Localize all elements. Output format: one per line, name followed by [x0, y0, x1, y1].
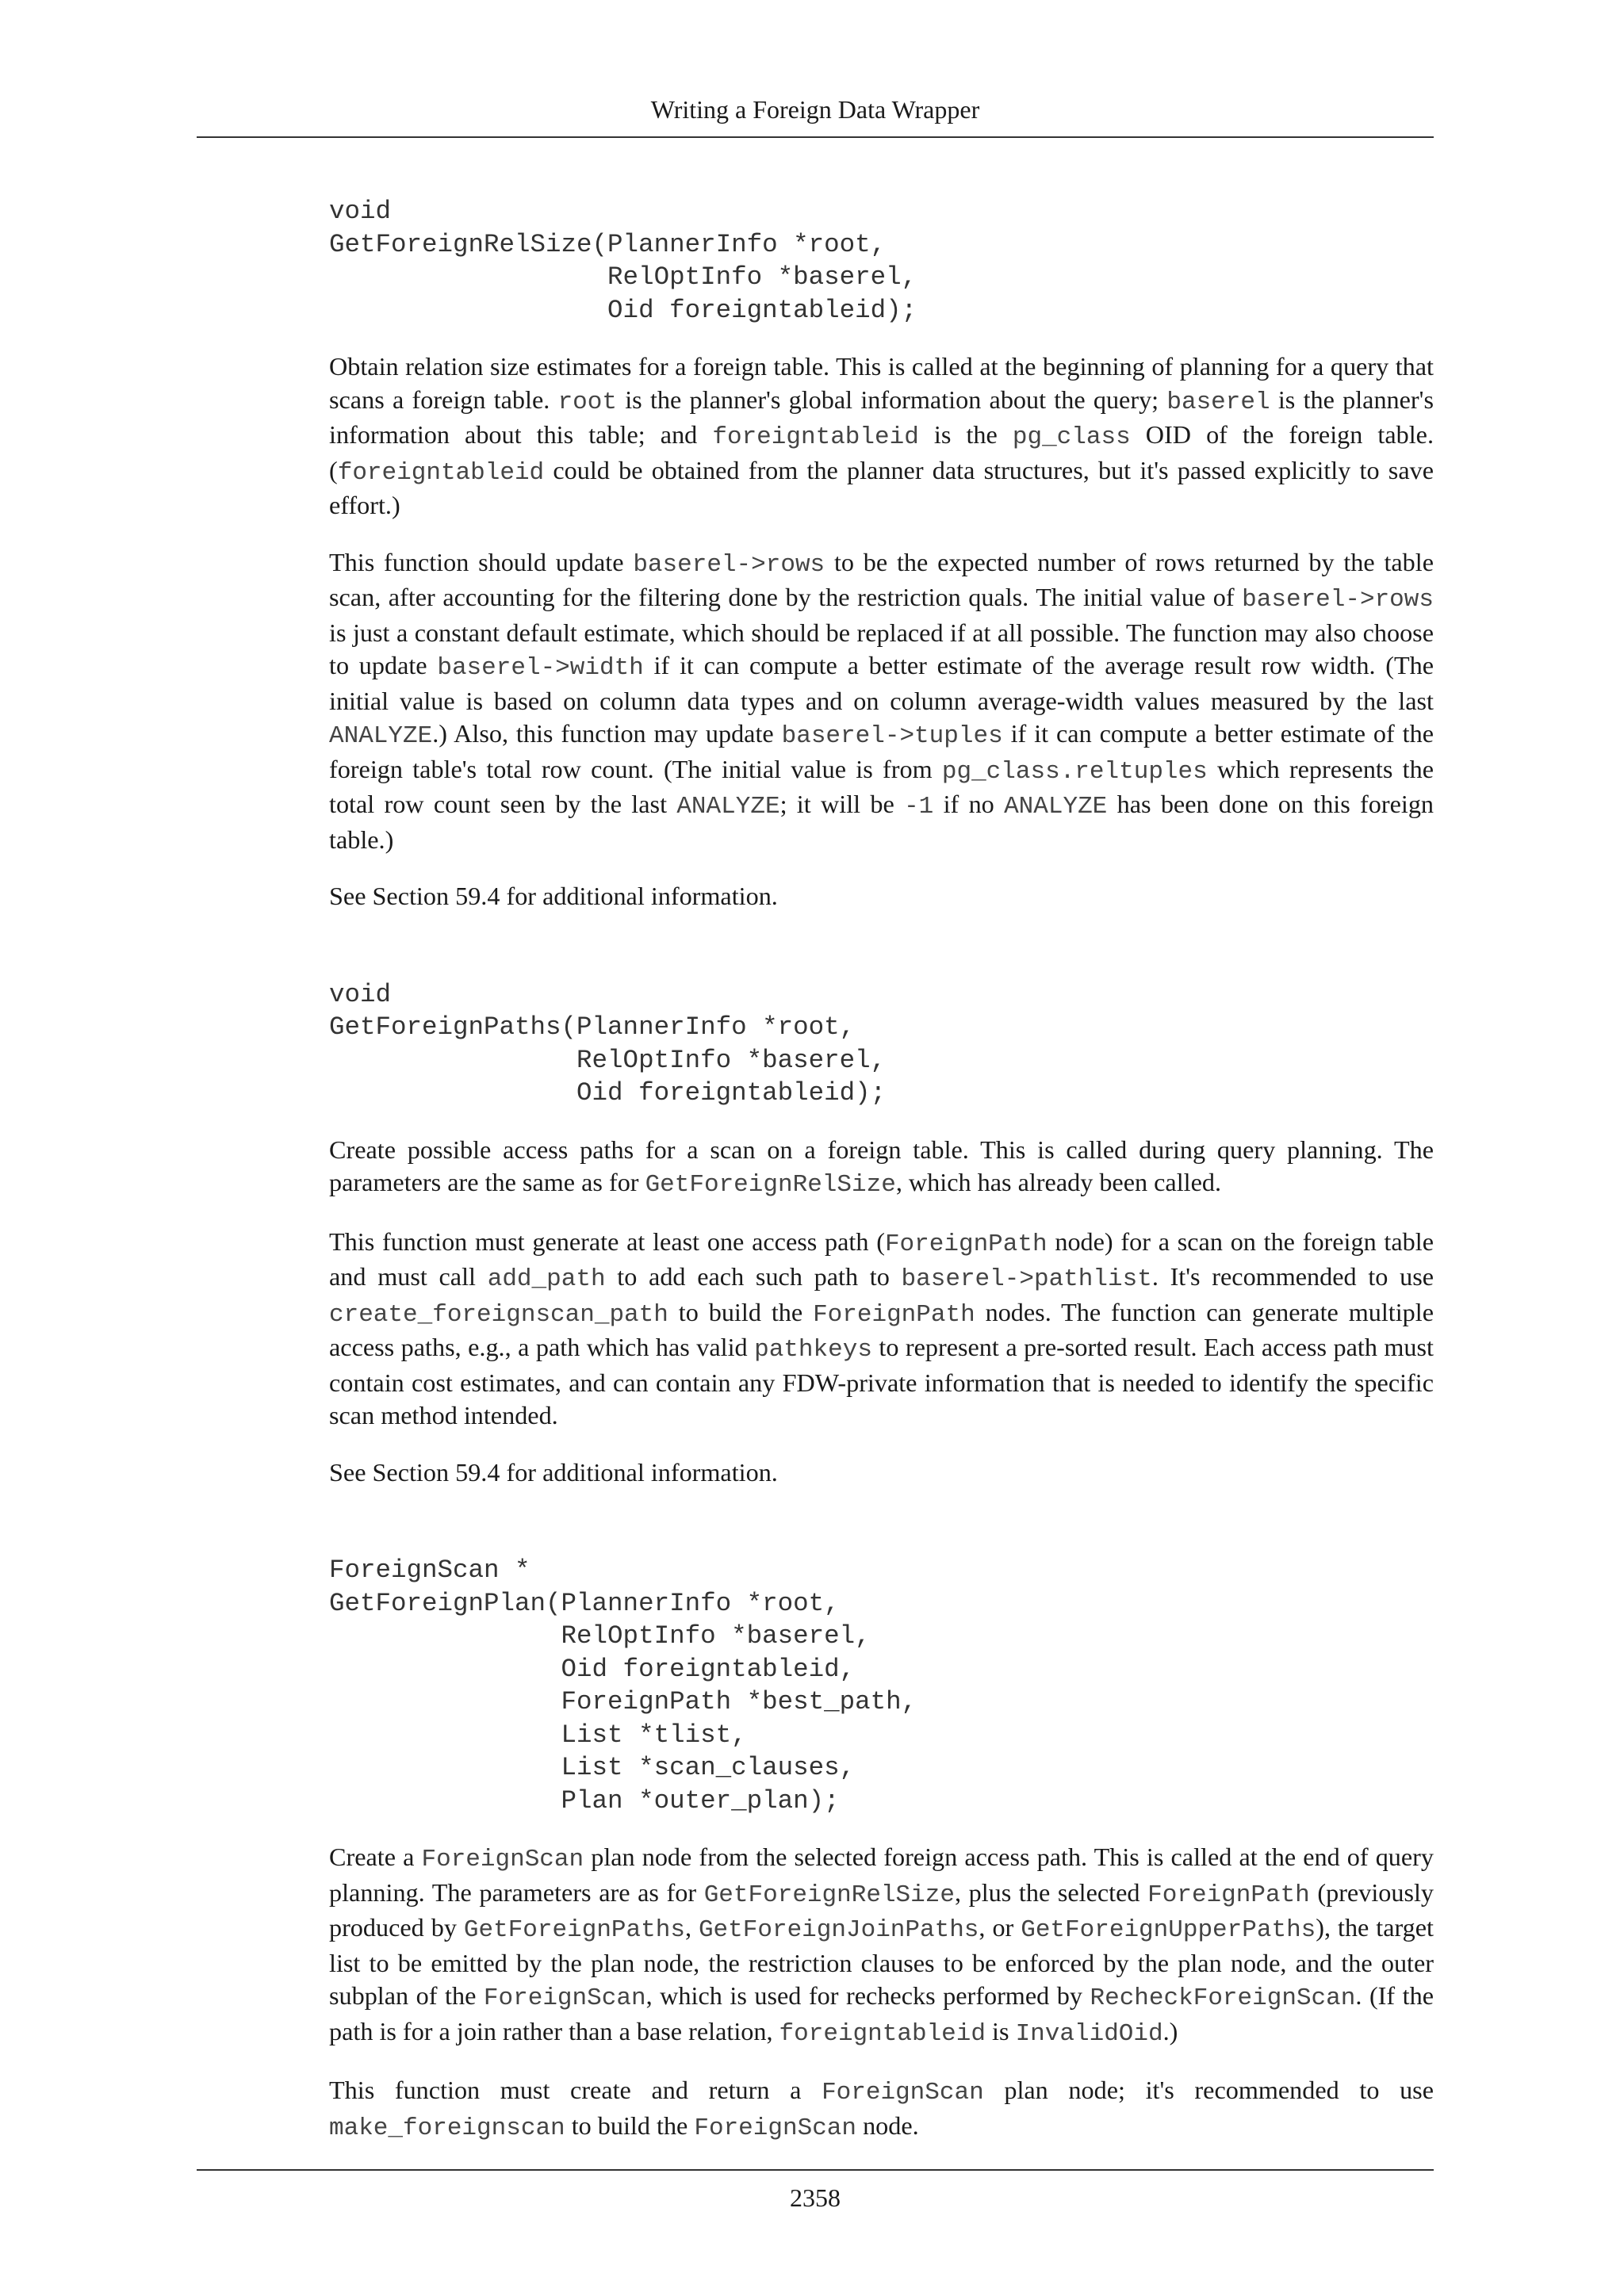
body-paragraph: Create a ForeignScan plan node from the selected foreign access path. This is called at the end of query planning. The parameters are as for GetForeignRelSize, plus the selected ForeignPath (previously produced by GetForeignPaths, GetForeignJoinPaths, or GetForeignUpperPaths), the target list to be emitted by the plan node, the restriction clauses to be enforced by the plan node, and the outer subplan of the ForeignScan, which is used for rechecks performed by RecheckForeignScan. (If the path is for a join rather than a base relation, foreigntableid is InvalidOid.) [329, 1843, 1434, 2048]
inline-code: pg_class [1012, 423, 1131, 451]
inline-code: pathkeys [754, 1336, 872, 1364]
function-signature: ForeignScan * GetForeignPlan(PlannerInfo *root, RelOptInfo *baserel, Oid foreigntableid, ForeignPath *best_path, List *tlist, List *scan_clauses, Plan *outer_plan); [329, 1556, 917, 1816]
inline-code: foreigntableid [779, 2019, 986, 2048]
inline-code: make_foreignscan [329, 2114, 565, 2142]
inline-code: root [557, 388, 617, 416]
inline-code: ForeignScan [421, 1846, 584, 1873]
inline-code: ANALYZE [329, 722, 433, 750]
body-paragraph: This function must generate at least one access path (ForeignPath node) for a scan on the foreign table and must call add_path to add each such path to baserel->pathlist. It's recommended to use create_foreignscan_path to build the ForeignPath nodes. The function can generate multiple access paths, e.g., a path which has valid pathkeys to represent a pre-sorted result. Each access path must contain cost estimates, and can contain any FDW-private information that is needed to identify the specific scan method intended. [329, 1226, 1434, 1429]
inline-code: baserel [1166, 388, 1270, 416]
inline-code: create_foreignscan_path [329, 1300, 668, 1329]
header-rule [197, 136, 1434, 138]
body-paragraph: Create possible access paths for a scan on a foreign table. This is called during query planning. The parameters are the same as for GetForeignRelSize, which has already been called. [329, 1135, 1434, 1199]
body-paragraph: See Section 59.4 for additional information. [329, 882, 778, 910]
inline-code: ANALYZE [1004, 793, 1108, 821]
body-paragraph: This function should update baserel->rows to be the expected number of rows returned by the table scan, after accounting for the filtering done by the restriction quals. The initial value of baserel->rows is just a constant default estimate, which should be replaced if at all possible. The function may also choose to update baserel->width if it can compute a better estimate of the average result row width. (The initial value is based on column data types and on column average-width values measured by the last ANALYZE.) Also, this function may update baserel->tuples if it can compute a better estimate of the foreign table's total row count. (The initial value is from pg_class.reltuples which represents the total row count seen by the last ANALYZE; it will be -1 if no ANALYZE has been done on this foreign table.) [329, 547, 1434, 854]
inline-code: baserel->rows [633, 550, 825, 579]
function-signature: void GetForeignPaths(PlannerInfo *root, RelOptInfo *baserel, Oid foreigntableid); [329, 979, 887, 1108]
inline-code: ForeignScan [822, 2079, 984, 2107]
inline-code: add_path [487, 1265, 606, 1293]
document-body [329, 195, 1434, 2145]
inline-code: ForeignPath [813, 1300, 975, 1329]
running-header: Writing a Foreign Data Wrapper [650, 95, 980, 124]
body-paragraph: See Section 59.4 for additional information. [329, 1457, 778, 1487]
inline-code: GetForeignRelSize [645, 1171, 896, 1199]
inline-code: ForeignScan [483, 1984, 646, 2012]
inline-code: baserel->width [437, 654, 644, 682]
inline-code: ForeignScan [694, 2114, 857, 2142]
inline-code: GetForeignRelSize [703, 1881, 955, 1909]
inline-code: ForeignPath [1147, 1881, 1310, 1909]
inline-code: GetForeignJoinPaths [698, 1916, 979, 1944]
inline-code: baserel->pathlist [901, 1265, 1152, 1293]
inline-code: foreigntableid [337, 458, 545, 487]
inline-code: InvalidOid [1015, 2019, 1163, 2048]
inline-code: ANALYZE [676, 793, 780, 821]
footer-rule [197, 2169, 1434, 2171]
inline-code: ForeignPath [884, 1230, 1048, 1258]
inline-code: baserel->tuples [781, 722, 1003, 750]
inline-code: -1 [904, 793, 934, 821]
inline-code: pg_class.reltuples [941, 757, 1208, 786]
inline-code: baserel->rows [1242, 586, 1434, 614]
function-signature: void GetForeignRelSize(PlannerInfo *root, RelOptInfo *baserel, Oid foreigntableid); [329, 197, 917, 325]
inline-code: RecheckForeignScan [1090, 1984, 1356, 2012]
body-paragraph: This function must create and return a ForeignScan plan node; it's recommended to use make_foreignscan to build the ForeignScan node. [329, 2076, 1434, 2142]
inline-code: GetForeignPaths [463, 1916, 685, 1944]
inline-code: foreigntableid [712, 423, 919, 451]
page-number: 2358 [790, 2183, 841, 2212]
body-paragraph: Obtain relation size estimates for a foreign table. This is called at the beginning of planning for a query that scans a foreign table. root is the planner's global information about the query; baserel is the planner's information about this table; and foreigntableid is the pg_class OID of the foreign table. (foreigntableid could be obtained from the planner data structures, but it's passed explicitly to save effort.) [329, 352, 1434, 519]
inline-code: GetForeignUpperPaths [1021, 1916, 1316, 1944]
